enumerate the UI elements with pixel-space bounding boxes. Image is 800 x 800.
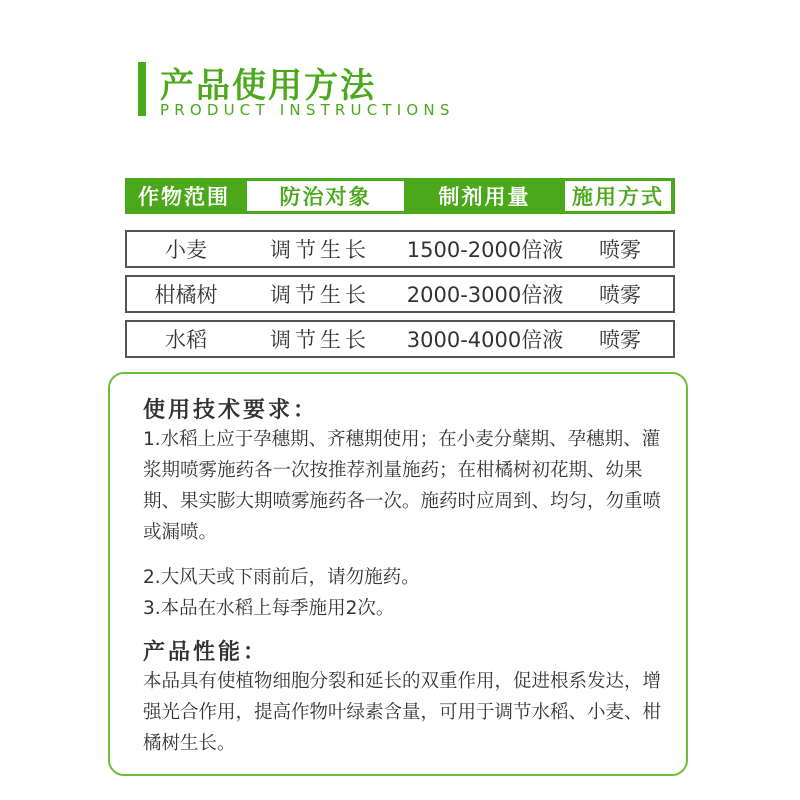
table-row: [125, 320, 675, 358]
usage-item: 2.大风天或下雨前后，请勿施药。: [143, 567, 420, 588]
column-header: 防治对象: [247, 181, 404, 211]
cell-crop: 柑橘树: [154, 283, 218, 307]
cell-method: 喷雾: [599, 328, 641, 352]
column-header: 施用方式: [565, 181, 671, 211]
table-header: [125, 178, 675, 214]
cell-target: 调节生长: [270, 283, 370, 307]
page-title: 产品使用方法: [160, 66, 376, 106]
title-accent-bar: [138, 62, 146, 116]
table-row: [125, 275, 675, 313]
cell-method: 喷雾: [599, 238, 641, 262]
cell-crop: 小麦: [165, 238, 207, 262]
cell-dosage: 1500-2000倍液: [406, 238, 564, 262]
page-subtitle: PRODUCT INSTRUCTIONS: [160, 101, 455, 119]
table-row: [125, 230, 675, 268]
usage-item: 1.水稻上应于孕穗期、齐穗期使用；在小麦分蘖期、孕穗期、灌浆期喷雾施药各一次按推荐剂量施药；在柑橘树初花期、幼果期、果实膨大期喷雾施药各一次。施药时应周到、均匀，勿重喷或漏喷。: [143, 429, 662, 543]
cell-target: 调节生长: [270, 328, 370, 352]
cell-dosage: 2000-3000倍液: [406, 283, 564, 307]
cell-dosage: 3000-4000倍液: [406, 328, 564, 352]
usage-item: 3.本品在水稻上每季施用2次。: [143, 598, 395, 619]
performance-text: 本品具有使植物细胞分裂和延长的双重作用，促进根系发达，增强光合作用，提高作物叶绿素含量，可用于调节水稻、小麦、柑橘树生长。: [143, 671, 662, 754]
column-header: 作物范围: [138, 185, 230, 209]
performance-heading: 产品性能：: [143, 640, 269, 665]
cell-method: 喷雾: [599, 283, 641, 307]
cell-target: 调节生长: [270, 238, 370, 262]
usage-heading: 使用技术要求：: [143, 398, 319, 423]
cell-crop: 水稻: [165, 328, 207, 352]
column-header: 制剂用量: [438, 185, 531, 209]
